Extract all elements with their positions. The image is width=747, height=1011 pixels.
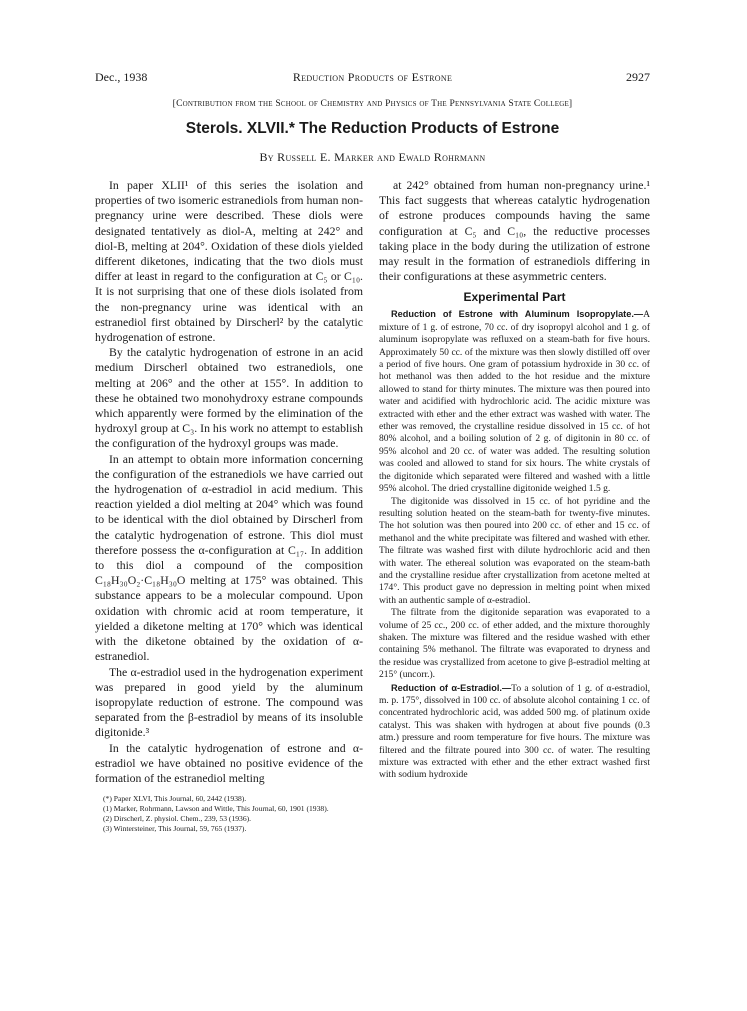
- experimental-paragraph: [379, 607, 650, 681]
- footnote: (2) Dirscherl, Z. physiol. Chem., 239, 53 (1936).: [103, 814, 252, 824]
- experimental-subheading: Reduction of Estrone with Aluminum Isopropylate.—: [391, 309, 644, 320]
- experimental-subheading: Reduction of α-Estradiol.—: [391, 682, 512, 693]
- footnote: (*) Paper XLVI, This Journal, 60, 2442 (1938).: [103, 794, 247, 804]
- experimental-body: A mixture of 1 g. of estrone, 70 cc. of dry isopropyl alcohol and 1 g. of aluminum isopropylate was refluxed on a steam-bath for five hours. Approximately 50 cc. of the mixture was then slowly distilled off over a period of five hours. One gram of potassium hydroxide in 30 cc. of hot methanol was then added to the hot residue and the mixture allowed to stand for thirty minutes. The mixture was then poured into water and acidified with hydrochloric acid. The acidic mixture was extracted with ether and the ether extract was washed with water. The ether was removed, the crystalline residue dissolved in 15 cc. of hot 80% alcohol, and a boiling solution of 2 g. of digitonin in 80 cc. of 95% alcohol and 20 cc. of water was added. The resulting solution was cooled and allowed to stand for six hours. The white crystals of the digitonide which separated were filtered and washed with a little 95% alcohol. The dried crystalline digitonide weighed 1.5 g.: [379, 309, 650, 495]
- footnote: (1) Marker, Rohrmann, Lawson and Wittle, This Journal, 60, 1901 (1938).: [103, 804, 329, 814]
- left-paragraph: In paper XLII¹ of this series the isolation and properties of two isomeric estranediols from human non-pregnancy urine were described. These diols were designated tentatively as diol-A, melting at 242° and diol-B, melting at 204°. Oxidation of these diols yielded different diketones, indicating that the two diols must differ at least in regard to the configuration at C₅ or C₁₀. It is not surprising that one of these diols isolated from the non-pregnancy urine was identical with an estranediol first obtained by Dirscherl² by the catalytic hydrogenation of estrone.: [95, 179, 363, 345]
- section-heading: Experimental Part: [463, 290, 566, 305]
- article-authors: By Russell E. Marker and Ewald Rohrmann: [259, 150, 486, 164]
- left-paragraph: In an attempt to obtain more information concerning the configuration of the estranediols we have carried out the hydrogenation of α-estradiol in acid medium. This reaction yielded a diol melting at 204° which was found to be identical with the diol obtained by Dirscherl from the catalytic hydrogenation of estrone. This diol must therefore possess the α-configuration at C₁₇. In addition to this diol a compound of the composition C₁₈H₃₀O₂·C₁₈H₃₀O melting at 175° was obtained. This substance appears to be a molecular compound. Upon oxidation with chromic acid at room temperature, it yielded a diketone melting at 170° which was identical with the diketone obtained by the oxidation of α-estranediol.: [95, 452, 363, 664]
- article-title: Sterols. XLVII.* The Reduction Products of Estrone: [185, 120, 560, 137]
- experimental-body: The filtrate from the digitonide separation was evaporated to a volume of 25 cc., 200 cc. of ether added, and the mixture thoroughly shaken. The mixture was filtered and the residue washed with ether containing 5% methanol. The filtrate was evaporated to dryness and the residue was crystallized from acetone to give β-estradiol melting at 215° (uncorr.).: [379, 607, 650, 681]
- left-paragraph: In the catalytic hydrogenation of estrone and α-estradiol we have obtained no positive evidence of the formation of the estranediol melting: [95, 741, 363, 785]
- right-column: [379, 178, 650, 782]
- experimental-paragraph: [379, 682, 650, 782]
- right-paragraph: at 242° obtained from human non-pregnancy urine.¹ This fact suggests that whereas catalytic hydrogenation of estrone produces compounds having the same configuration at C₅ and C₁₀, the reductive processes taking place in the body during the utilization of estrone may result in the formation of estranediols differing in their configurations at these asymmetric centers.: [379, 179, 650, 284]
- running-header: [95, 70, 650, 86]
- contribution-line: [Contribution from the School of Chemistry and Physics of The Pennsylvania State College]: [172, 98, 573, 109]
- experimental-paragraph: [379, 496, 650, 608]
- experimental-body: The digitonide was dissolved in 15 cc. of hot pyridine and the resulting solution heated on the steam-bath for twenty-five minutes. The hot solution was then poured into 200 cc. of ether and 15 cc. of methanol and the white precipitate was filtered and washed with ether. The filtrate was washed first with dilute hydrochloric acid and then with water. The ethereal solution was evaporated on the steam-bath and the crystalline residue after crystallization from acetone melted at 174°. This product gave no depression in melting point when mixed with an authentic sample of α-estradiol.: [379, 495, 650, 606]
- experimental-body: To a solution of 1 g. of α-estradiol, m. p. 175°, dissolved in 100 cc. of absolute alcohol containing 1 cc. of concentrated hydrochloric acid, was added 500 mg. of platinum oxide catalyst. This was shaken with hydrogen at about five pounds (0.3 atm.) pressure and room temperature for five hours. The mixture was filtered and the filtrate poured into 300 cc. of water. The resulting mixture was extracted with ether and the ether extract washed first with sodium hydroxide: [379, 682, 651, 781]
- footnote: (3) Wintersteiner, This Journal, 59, 765 (1937).: [103, 824, 247, 834]
- header-page-number: 2927: [626, 70, 650, 84]
- experimental-paragraph: [379, 308, 650, 495]
- footnotes: [95, 794, 363, 834]
- left-paragraph: The α-estradiol used in the hydrogenation experiment was prepared in good yield by the aluminum isopropylate reduction of estrone. The compound was separated from the β-estradiol by means of its insoluble digitonide.³: [95, 665, 363, 740]
- header-running-title: Reduction Products of Estrone: [292, 70, 453, 84]
- left-paragraph: By the catalytic hydrogenation of estrone in an acid medium Dirscherl obtained two estranediols, one melting at 206° and the other at 155°. In addition to these he obtained two monohydroxy estrane compounds which apparently were formed by the elimination of the hydroxyl group at C₃. In his work no attempt to establish the configuration of the hydroxyl groups was made.: [95, 346, 363, 451]
- left-column: [95, 178, 363, 834]
- experimental-text: [379, 308, 650, 781]
- header-date: Dec., 1938: [95, 70, 148, 84]
